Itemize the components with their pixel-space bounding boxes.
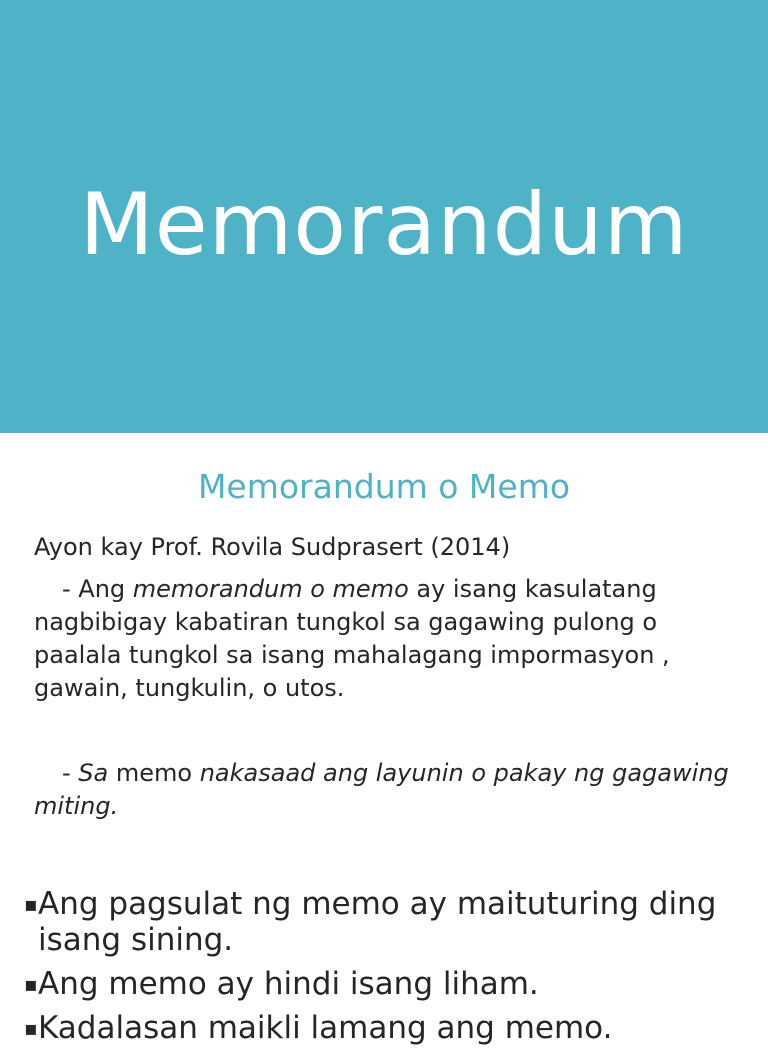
bullet-text: Ang memo ay hindi isang liham. [38,966,539,1002]
bullet-text: Kadalasan maikli lamang ang memo. [38,1010,613,1046]
purpose-paragraph [34,757,734,823]
title-banner [0,0,768,433]
definition-paragraph [34,573,734,705]
purpose-rest: nakasaad ang layunin o pakay ng gagawing miting. [34,759,729,820]
list-item [24,1010,744,1046]
purpose-memo: memo [108,759,200,787]
section-heading: Memorandum o Memo [197,467,571,506]
bullet-marker-icon: ▪ [24,972,38,996]
list-item [24,966,744,1002]
definition-prefix: - Ang [62,575,133,603]
definition-rest: ay isang kasulatang nagbibigay kabatiran tungkol sa gagawing pulong o paalala tungkol sa isang mahalagang impormasyon , gawain, tungkulin, o utos. [34,575,670,702]
bullet-marker-icon: ▪ [24,892,38,916]
purpose-sa: Sa [78,759,109,787]
purpose-prefix: - [62,759,79,787]
bullet-list [24,886,744,1054]
list-item [24,886,744,958]
source-line: Ayon kay Prof. Rovila Sudprasert (2014) [34,533,511,561]
slide-title: Memorandum [79,175,689,275]
bullet-marker-icon: ▪ [24,1016,38,1040]
bullet-text: Ang pagsulat ng memo ay maituturing ding isang sining. [38,886,717,958]
definition-term: memorandum o memo [132,575,409,603]
